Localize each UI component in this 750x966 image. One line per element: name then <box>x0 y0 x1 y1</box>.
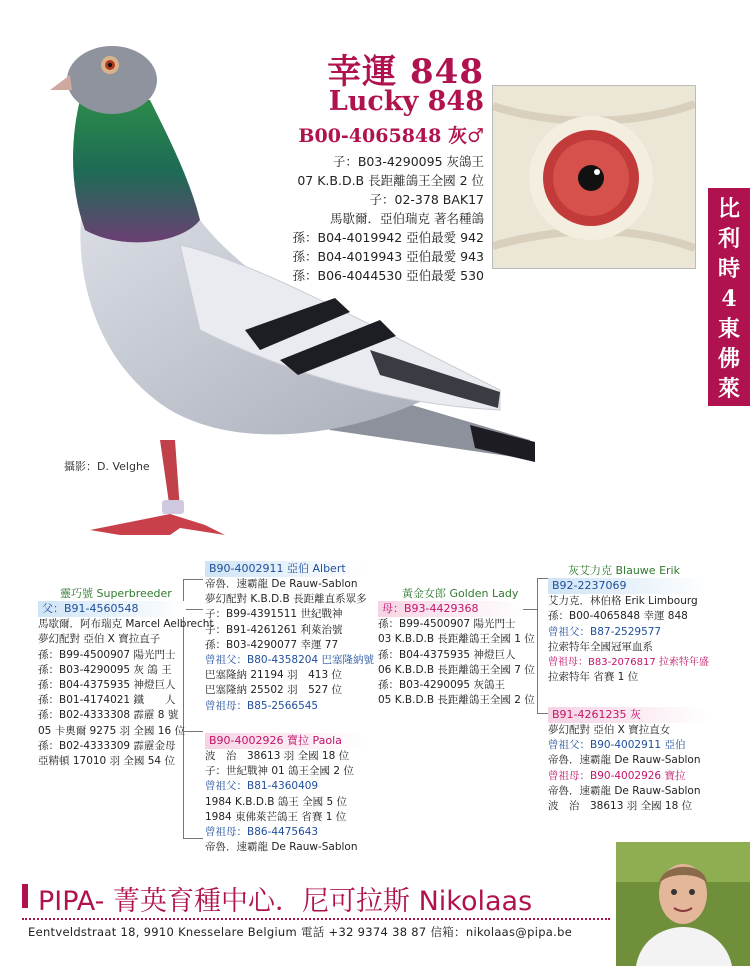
sire-line: 孫：B03-4290095 灰 鴿 王 <box>38 663 172 676</box>
sire-dam-line: 波 治 38613 羽 全國 18 位 <box>205 750 350 762</box>
sire-dam-ring: B90-4002926 寶拉 Paola <box>205 733 365 749</box>
region-char: 比 <box>717 196 740 222</box>
dam-dam-line: 曾祖母：B90-4002926 寶拉 <box>548 769 686 782</box>
region-char: 4 <box>721 286 737 312</box>
footer-title: PIPA- 菁英育種中心．尼可拉斯 Nikolaas <box>38 886 533 917</box>
dam-sire-line: 艾力克．林伯格 Erik Limbourg <box>548 595 698 608</box>
dam-line: 05 K.B.D.B 長距離鴿王全國 2 位 <box>378 694 535 707</box>
sire-sire-line: 曾祖父：B80-4358204 巴塞隆納號 <box>205 654 374 667</box>
footer-accent-bar <box>22 884 28 908</box>
sire-sire-line: 孫：B03-4290077 幸運 77 <box>205 638 339 651</box>
dam-block <box>378 586 535 708</box>
connector <box>183 579 203 580</box>
info-line: 馬歇爾．亞伯瑞克 著名種鴿 <box>330 211 484 226</box>
pigeon-name-en: Lucky 848 <box>328 86 484 117</box>
sire-line: 夢幻配對 亞伯 X 寶拉直子 <box>38 633 161 646</box>
sire-sire-line: 子：B91-4261261 利萊治號 <box>205 623 343 636</box>
sire-ring: 父：B91-4560548 <box>38 601 186 617</box>
dam-sire-ring: B92-2237069 <box>548 578 708 594</box>
dam-sire-line: 曾祖母：B83-2076817 拉索特年盛 <box>548 657 709 669</box>
region-char: 佛 <box>717 346 740 372</box>
sire-line: 孫：B99-4500907 陽光門士 <box>38 648 176 661</box>
dam-sire-line: 拉索特年全國冠軍血系 <box>548 640 653 653</box>
region-char: 萊 <box>717 376 740 402</box>
footer-divider <box>22 918 610 920</box>
region-char: 芒 <box>717 406 740 432</box>
footer-address: Eentveldstraat 18, 9910 Knesselare Belgium 電話 +32 9374 38 87 信箱：nikolaas@pipa.be <box>28 925 573 939</box>
pigeon-name-zh: 幸運 848 <box>327 52 484 92</box>
sire-dam-line: 1984 東佛萊芒鴿王 省賽 1 位 <box>205 810 347 823</box>
sire-block <box>38 586 214 769</box>
sire-sire-line: 曾祖母：B85-2566545 <box>205 699 319 712</box>
dam-sire-name: 灰艾力克 Blauwe Erik <box>568 564 680 577</box>
sire-sire-line: 夢幻配對 K.B.D.B 長距離直系眾多 <box>205 593 367 606</box>
info-line: 孫：B04-4019943 亞伯最愛 943 <box>292 249 484 264</box>
info-line: 子：02-378 BAK17 <box>369 192 484 207</box>
photo-credit: 攝影：D. Velghe <box>64 460 150 473</box>
sire-line: 亞精頓 17010 羽 全國 54 位 <box>38 755 175 768</box>
region-tab <box>708 188 750 432</box>
dam-line: 06 K.B.D.B 長距離鴿王全國 7 位 <box>378 663 535 676</box>
sire-dam-line: 曾祖父：B81-4360409 <box>205 780 319 793</box>
region-char: 利 <box>717 226 740 252</box>
sire-dam-block <box>205 733 365 855</box>
info-line: 孫：B06-4044530 亞伯最愛 530 <box>292 268 484 283</box>
dam-name: 黃金女郎 Golden Lady <box>402 587 519 600</box>
dam-ring: 母：B93-4429368 <box>378 601 523 617</box>
sire-sire-line: 帝魯．速霸龍 De Rauw-Sablon <box>205 578 358 590</box>
sire-sire-line: 巴塞隆納 21194 羽 413 位 <box>205 669 342 682</box>
connector <box>537 578 538 713</box>
dam-line: 孫：B99-4500907 陽光門士 <box>378 618 516 631</box>
connector <box>183 838 203 839</box>
dam-sire-line: 拉索特年 省賽 1 位 <box>548 671 639 684</box>
sire-name: 靈巧號 Superbreeder <box>60 587 172 600</box>
dam-sire-line: 孫：B00-4065848 幸運 848 <box>548 610 688 623</box>
sire-dam-line: 曾祖母：B86-4475643 <box>205 826 319 839</box>
eye-photo <box>492 85 696 269</box>
offspring-info <box>230 152 484 285</box>
dam-dam-line: 波 治 38613 羽 全國 18 位 <box>548 800 693 813</box>
dam-dam-line: 曾祖父：B90-4002911 亞伯 <box>548 739 686 752</box>
sire-dam-line: 帝魯．速霸龍 De Rauw-Sablon <box>205 841 358 854</box>
owner-photo <box>616 842 750 966</box>
sire-line: 05 卡奧爾 9275 羽 全國 16 位 <box>38 724 185 737</box>
dam-sire-block <box>548 563 708 685</box>
info-line: 子：B03-4290095 灰鴿王 <box>332 154 484 169</box>
connector <box>183 609 203 610</box>
dam-line: 孫：B03-4290095 灰鴿王 <box>378 679 505 692</box>
dam-dam-line: 帝魯．速霸龍 De Rauw-Sablon <box>548 784 701 797</box>
dam-dam-block <box>548 707 708 814</box>
sire-sire-line: 巴塞隆納 25502 羽 527 位 <box>205 684 342 697</box>
dam-line: 03 K.B.D.B 長距離鴿王全國 1 位 <box>378 633 535 646</box>
sire-line: 孫：B02-4333309 霹靂金母 <box>38 739 176 752</box>
ring-number: B00-4065848 灰♂ <box>298 125 484 147</box>
sire-dam-line: 1984 K.B.D.B 鴿王 全國 5 位 <box>205 795 347 808</box>
sire-sire-line: 子：B99-4391511 世紀戰神 <box>205 608 343 621</box>
sire-sire-ring: B90-4002911 亞伯 Albert <box>205 561 365 577</box>
sire-line: 孫：B02-4333308 霹靂 8 號 <box>38 709 179 722</box>
sire-sire-block <box>205 561 374 714</box>
sire-dam-line: 子：世紀戰神 01 鴿王全國 2 位 <box>205 765 354 778</box>
dam-line: 孫：B04-4375935 神燈巨人 <box>378 648 516 661</box>
connector <box>183 731 203 732</box>
dam-dam-ring: B91-4261235 灰 <box>548 707 708 723</box>
region-char: 東 <box>717 316 740 342</box>
dam-dam-line: 帝魯．速霸龍 De Rauw-Sablon <box>548 754 701 767</box>
info-line: 07 K.B.D.B 長距離鴿王全國 2 位 <box>297 173 484 188</box>
info-line: 孫：B04-4019942 亞伯最愛 942 <box>292 230 484 245</box>
sire-line: 馬歇爾．阿布瑞克 Marcel Aelbrecht <box>38 618 214 631</box>
sire-line: 孫：B04-4375935 神燈巨人 <box>38 679 176 692</box>
dam-sire-line: 曾祖父：B87-2529577 <box>548 625 662 638</box>
dam-dam-line: 夢幻配對 亞伯 X 寶拉直女 <box>548 724 671 736</box>
region-char: 時 <box>717 256 740 282</box>
sire-line: 孫：B01-4174021 鐵 人 <box>38 694 176 707</box>
